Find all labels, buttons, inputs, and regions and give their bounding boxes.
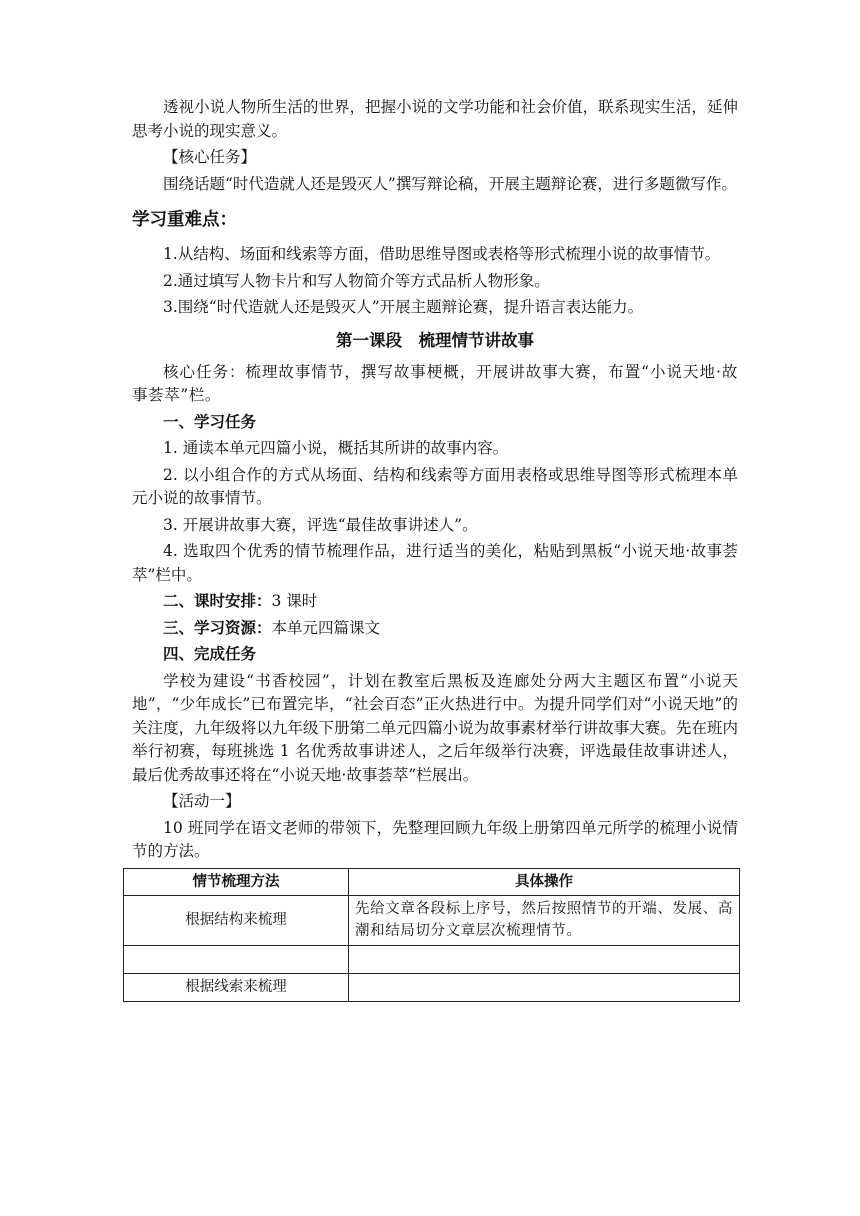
table-cell-method: 根据线索来梳理 [124, 973, 349, 1001]
section-4-heading: 四、完成任务 [163, 645, 257, 663]
task-item-3: 3. 开展讲故事大赛，评选“最佳故事讲述人”。 [163, 515, 478, 534]
table-cell-method: 根据结构来梳理 [124, 895, 349, 945]
lesson-title: 第一课段 梳理情节讲故事 [336, 330, 534, 350]
section-3 [132, 617, 738, 641]
table-cell-operation [349, 973, 740, 1001]
table-cell-operation: 先给文章各段标上序号，然后按照情节的开端、发展、高潮和结局切分文章层次梳理情节。 [349, 895, 740, 945]
table-header-row [124, 868, 740, 895]
section-3-value: 本单元四篇课文 [271, 618, 381, 637]
table-header-method: 情节梳理方法 [124, 868, 349, 895]
table-header-operation: 具体操作 [349, 868, 740, 895]
plot-method-table [123, 868, 740, 1002]
table-row [124, 973, 740, 1001]
table-row [124, 945, 740, 973]
activity-text: 10 班同学在语文老师的带领下，先整理回顾九年级上册第四单元所学的梳理小说情节的方法。 [132, 818, 738, 860]
section-2-value: 3 课时 [271, 592, 318, 610]
section-3-label: 三、学习资源： [163, 618, 272, 637]
activity-label: 【活动一】 [163, 792, 241, 810]
difficulty-item-1: 1.从结构、场面和线索等方面，借助思维导图或表格等形式梳理小说的故事情节。 [163, 245, 721, 263]
lesson-core-task: 核心任务：梳理故事情节，撰写故事梗概，开展讲故事大赛，布置“小说天地·故事荟萃”栏。 [132, 362, 738, 404]
table-cell-operation [349, 945, 740, 973]
core-task-text: 围绕话题“时代造就人还是毁灭人”撰写辩论稿，开展主题辩论赛，进行多题微写作。 [163, 174, 737, 193]
document-page [132, 96, 738, 1002]
table-cell-method [124, 945, 349, 973]
section-1-heading: 一、学习任务 [163, 412, 257, 431]
difficulty-item-2: 2.通过填写人物卡片和写人物简介等方式品析人物形象。 [163, 271, 550, 290]
task-item-4: 4. 选取四个优秀的情节梳理作品，进行适当的美化，粘贴到黑板“小说天地·故事荟萃”栏中。 [132, 542, 738, 584]
section-2 [132, 590, 738, 614]
core-task-label: 【核心任务】 [163, 148, 257, 166]
difficulties-heading: 学习重难点： [132, 210, 237, 230]
intro-paragraph: 透视小说人物所生活的世界，把握小说的文学功能和社会价值，联系现实生活，延伸思考小说的现实意义。 [132, 98, 738, 140]
task-item-1: 1. 通读本单元四篇小说，概括其所讲的故事内容。 [163, 439, 509, 457]
section-4-text: 学校为建设“书香校园”，计划在教室后黑板及连廊处分两大主题区布置“小说天地”，“少年成长”已布置完毕，“社会百态”正火热进行中。为提升同学们对“小说天地”的关注度，九年级将以九年级下册第二单元四篇小说为故事素材举行讲故事大赛。先在班内举行初赛，每班挑选 1 名优秀故事讲述人，之后年级举行决赛，评选最佳故事讲述人，最后优秀故事还将在“小说天地·故事荟萃”栏展出。 [132, 671, 738, 784]
section-2-label: 二、课时安排： [163, 592, 272, 610]
difficulty-item-3: 3.围绕“时代造就人还是毁灭人”开展主题辩论赛，提升语言表达能力。 [163, 298, 644, 316]
task-item-2: 2. 以小组合作的方式从场面、结构和线索等方面用表格或思维导图等形式梳理本单元小说的故事情节。 [132, 465, 738, 507]
table-row [124, 895, 740, 945]
